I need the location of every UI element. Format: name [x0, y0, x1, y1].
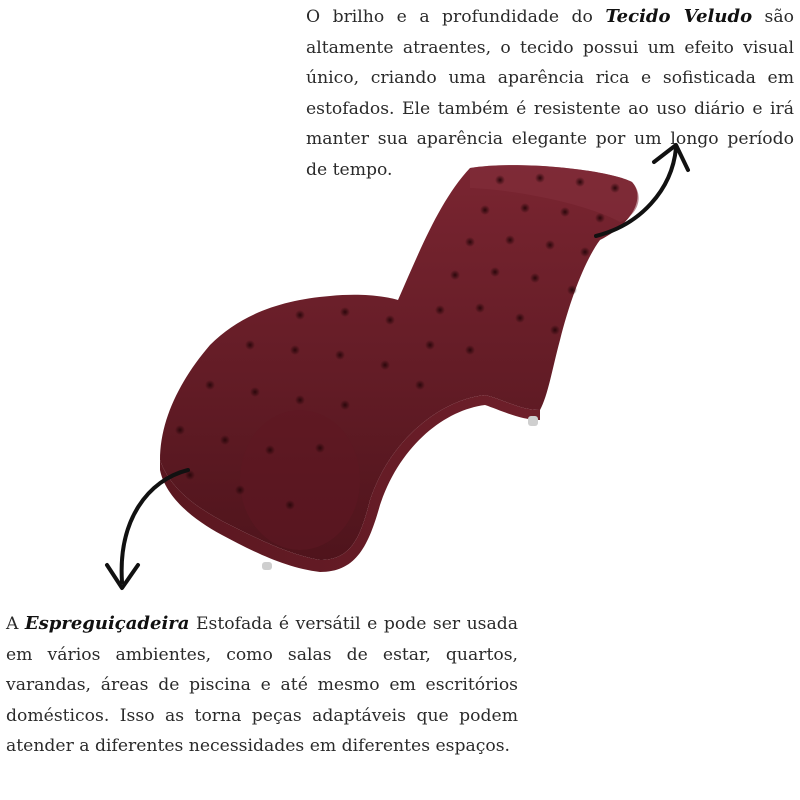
chaise-description — [6, 609, 518, 762]
chaise-foot-roll — [240, 410, 360, 550]
chaise-foot — [528, 416, 538, 426]
velvet-highlight: Tecido Veludo — [605, 6, 753, 27]
chaise-text-after: Estofada é versátil e pode ser usada em vários ambientes, como salas de estar, quartos, varandas, áreas de piscina e até mesmo em escritórios domésticos. Isso as torna peças adaptáveis que podem atender a diferentes necessidades em diferentes espaços. — [6, 614, 518, 756]
velvet-text-before: O brilho e a profundidade do — [306, 7, 606, 27]
chaise-longue-image — [150, 150, 650, 580]
chaise-highlight: Espreguiçadeira — [24, 613, 190, 634]
velvet-text-after: são altamente atraentes, o tecido possui um efeito visual único, criando uma aparência rica e sofisticada em estofados. Ele também é resistente ao uso diário e irá manter sua aparência elegante por um longo período de tempo. — [306, 7, 794, 180]
chaise-foot — [262, 562, 272, 570]
chaise-text-before: A — [6, 614, 25, 634]
chaise-body — [160, 165, 637, 560]
